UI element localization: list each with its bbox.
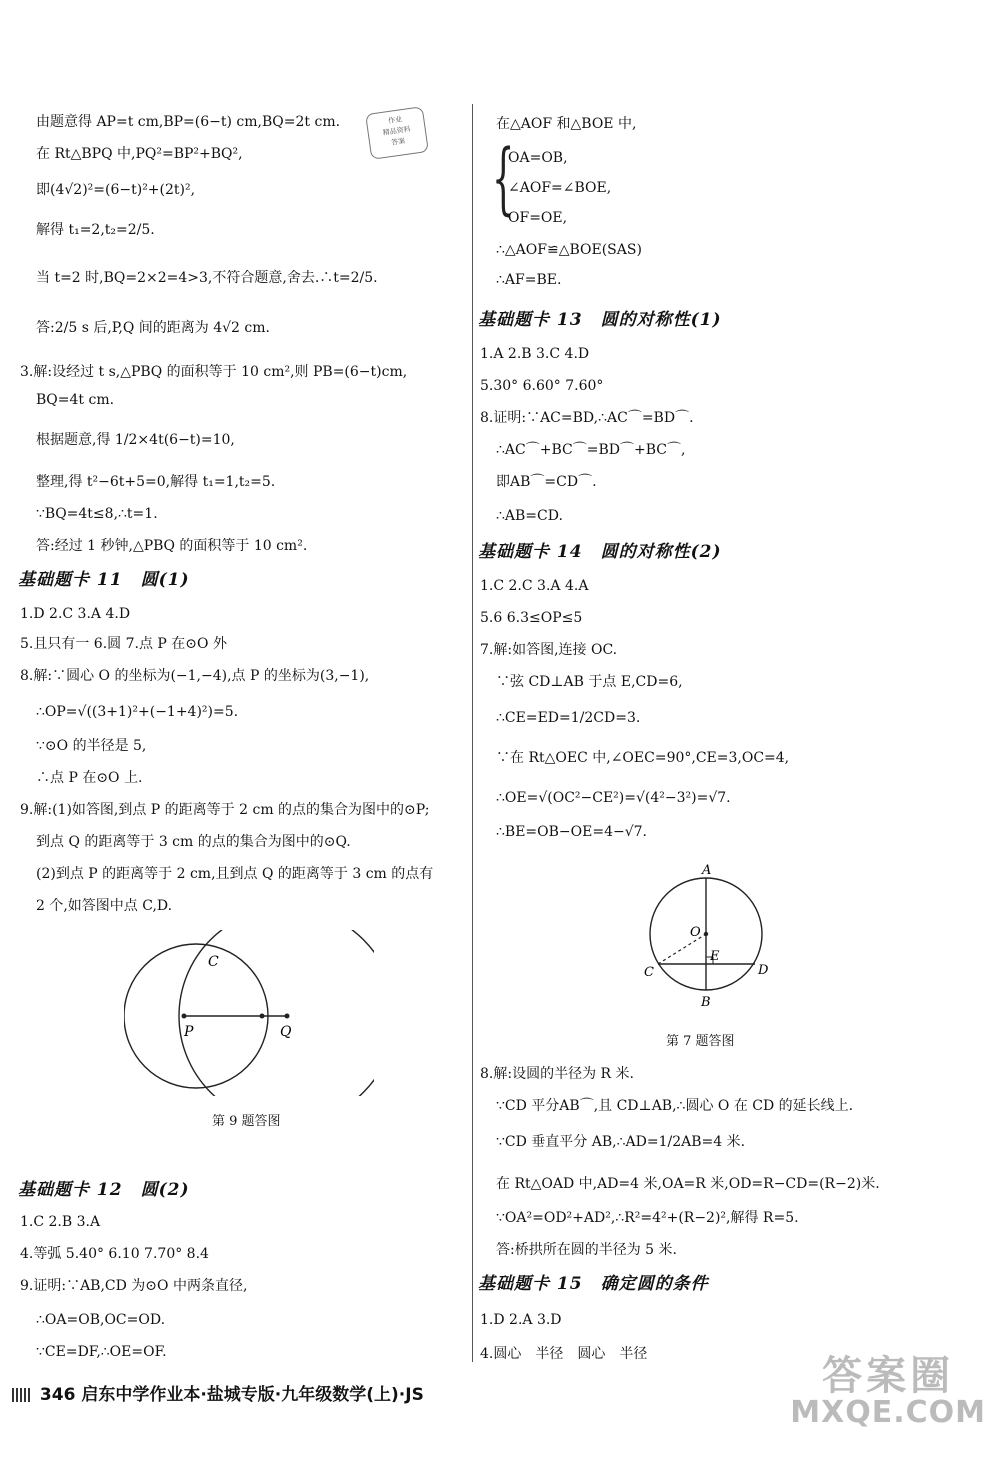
text-line: ∵CD 垂直平分 AB,∴AD=1/2AB=4 米. [496, 1134, 746, 1150]
text-line: 由题意得 AP=t cm,BP=(6−t) cm,BQ=2t cm. [36, 114, 341, 130]
label-p: P [184, 1024, 194, 1040]
label-e: E [710, 949, 720, 964]
text-line: 答:2/5 s 后,P,Q 间的距离为 4√2 cm. [36, 320, 270, 336]
text-line: ∵CE=DF,∴OE=OF. [36, 1344, 167, 1360]
answers-1-3: 1.C 2.B 3.A [20, 1214, 101, 1230]
text-line: 解得 t₁=2,t₂=2/5. [36, 222, 155, 238]
text-line: ∵⊙O 的半径是 5, [36, 738, 147, 754]
text-line: ∴OE=√(OC²−CE²)=√(4²−3²)=√7. [496, 790, 731, 806]
section-heading-15: 基础题卡 15 确定圆的条件 [478, 1274, 709, 1294]
label-q: Q [280, 1024, 292, 1040]
text-line: 根据题意,得 1/2×4t(6−t)=10, [36, 432, 235, 448]
text-line: ∴△AOF≌△BOE(SAS) [496, 242, 642, 258]
text-line: 整理,得 t²−6t+5=0,解得 t₁=1,t₂=5. [36, 474, 276, 490]
problem-8-proof: 8.证明:∵AC=BD,∴AC⌒=BD⌒. [480, 410, 694, 426]
text-line: ∵在 Rt△OEC 中,∠OEC=90°,CE=3,OC=4, [496, 750, 790, 766]
text-line: ∴AC⌒+BC⌒=BD⌒+BC⌒, [496, 442, 686, 458]
point-q [285, 1014, 290, 1019]
text-line: 在 Rt△OAD 中,AD=4 米,OA=R 米,OD=R−CD=(R−2)米. [496, 1176, 880, 1192]
answers-5-7: 5.且只有一 6.圆 7.点 P 在⊙O 外 [20, 636, 227, 652]
answers-4-8: 4.等弧 5.40° 6.10 7.70° 8.4 [20, 1246, 209, 1262]
column-divider [472, 104, 473, 1362]
stamp-seal [365, 106, 429, 160]
label-o: O [690, 925, 701, 940]
text-line: ∵OA²=OD²+AD²,∴R²=4²+(R−2)²,解得 R=5. [496, 1210, 799, 1226]
text-line: 答:经过 1 秒钟,△PBQ 的面积等于 10 cm². [36, 538, 308, 554]
answers-4: 4.圆心 半径 圆心 半径 [480, 1346, 648, 1362]
watermark-url: MXQE.COM [790, 1395, 986, 1430]
figure-9-diagram [124, 930, 374, 1096]
text-line: ∴OA=OB,OC=OD. [36, 1312, 166, 1328]
problem-9: 9.解:(1)如答图,到点 P 的距离等于 2 cm 的点的集合为图中的⊙P; [20, 802, 430, 818]
problem-3: 3.解:设经过 t s,△PBQ 的面积等于 10 cm²,则 PB=(6−t)cm, [20, 364, 408, 380]
center-o [704, 932, 708, 936]
text-line: ∵弦 CD⊥AB 于点 E,CD=6, [496, 674, 683, 690]
answers-1-3: 1.D 2.A 3.D [480, 1312, 562, 1328]
text-line: ∵CD 平分AB⌒,且 CD⊥AB,∴圆心 O 在 CD 的延长线上. [496, 1098, 854, 1114]
text-line: 答:桥拱所在圆的半径为 5 米. [496, 1242, 677, 1258]
stamp-line: 答案 [390, 136, 406, 147]
system-brace: { [492, 134, 515, 224]
text-line: ∵BQ=4t≤8,∴t=1. [36, 506, 158, 522]
point-mid [260, 1014, 265, 1019]
problem-7: 7.解:如答图,连接 OC. [480, 642, 618, 658]
text-line: 在△AOF 和△BOE 中, [496, 116, 637, 132]
answers-1-4: 1.C 2.C 3.A 4.A [480, 578, 589, 594]
barcode-icon [12, 1388, 30, 1402]
page-number: 346 [39, 1385, 76, 1405]
label-b: B [701, 995, 711, 1010]
figure-7-caption: 第 7 题答图 [666, 1034, 735, 1049]
text-line: 到点 Q 的距离等于 3 cm 的点的集合为图中的⊙Q. [36, 834, 351, 850]
problem-8: 8.解:设圆的半径为 R 米. [480, 1066, 634, 1082]
text-line: ∴AB=CD. [496, 508, 563, 524]
text-line: 即(4√2)²=(6−t)²+(2t)², [36, 182, 196, 198]
stamp-line: 作业 [387, 115, 403, 126]
text-line: ∴点 P 在⊙O 上. [36, 770, 143, 786]
section-heading-14: 基础题卡 14 圆的对称性(2) [478, 542, 722, 562]
answers-5-7: 5.30° 6.60° 7.60° [480, 378, 604, 394]
answers-1-4: 1.A 2.B 3.C 4.D [480, 346, 590, 362]
text-line: 在 Rt△BPQ 中,PQ²=BP²+BQ², [36, 146, 243, 162]
section-heading-11: 基础题卡 11 圆(1) [18, 570, 190, 590]
text-line: 2 个,如答图中点 C,D. [36, 898, 173, 914]
label-c: C [208, 954, 219, 970]
problem-8: 8.解:∵圆心 O 的坐标为(−1,−4),点 P 的坐标为(3,−1), [20, 668, 370, 684]
text-line: ∠AOF=∠BOE, [508, 180, 612, 196]
page-footer [12, 1380, 424, 1405]
figure-9-caption: 第 9 题答图 [212, 1114, 281, 1129]
figure-7-diagram [640, 860, 770, 1010]
label-d: D [758, 963, 769, 978]
watermark [790, 1353, 986, 1430]
book-title: 启东中学作业本·盐城专版·九年级数学(上)·JS [81, 1385, 424, 1405]
stamp-line: 精品资料 [382, 125, 412, 137]
label-c: C [644, 965, 654, 980]
label-a: A [702, 863, 712, 878]
point-p [182, 1014, 187, 1019]
text-line: 即AB⌒=CD⌒. [496, 474, 597, 490]
text-line: BQ=4t cm. [36, 392, 115, 408]
text-line: OA=OB, [508, 150, 568, 166]
section-heading-13: 基础题卡 13 圆的对称性(1) [478, 310, 722, 330]
section-heading-12: 基础题卡 12 圆(2) [18, 1180, 190, 1200]
text-line: ∴AF=BE. [496, 272, 562, 288]
text-line: (2)到点 P 的距离等于 2 cm,且到点 Q 的距离等于 3 cm 的点有 [36, 866, 434, 882]
watermark-main: 答案圈 [822, 1353, 955, 1399]
problem-9-proof: 9.证明:∵AB,CD 为⊙O 中两条直径, [20, 1278, 248, 1294]
text-line: ∴BE=OB−OE=4−√7. [496, 824, 647, 840]
answers-5-6: 5.6 6.3≤OP≤5 [480, 610, 583, 626]
text-line: ∴OP=√((3+1)²+(−1+4)²)=5. [36, 704, 239, 720]
text-line: 当 t=2 时,BQ=2×2=4>3,不符合题意,舍去.∴t=2/5. [36, 270, 378, 286]
text-line: OF=OE, [508, 210, 568, 226]
answers-1-4: 1.D 2.C 3.A 4.D [20, 606, 131, 622]
text-line: ∴CE=ED=1/2CD=3. [496, 710, 641, 726]
